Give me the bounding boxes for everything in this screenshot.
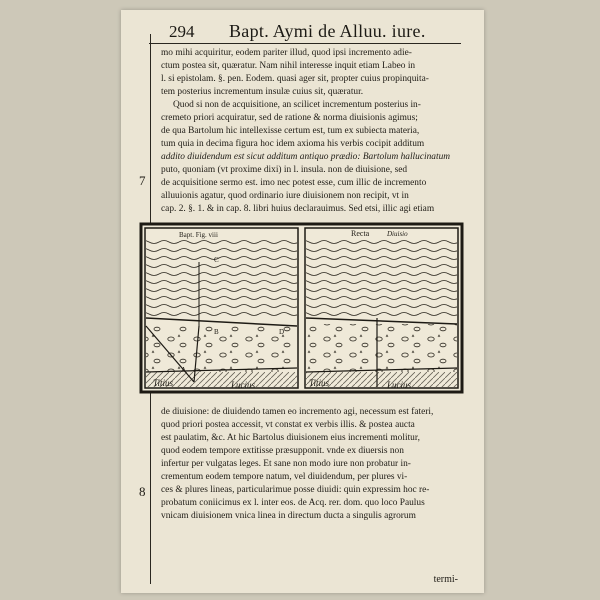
text-line: de diuisione: de diuidendo tamen eo incremento agi, necessum est fateri,	[161, 407, 434, 417]
text-line: ctum postea sit, quæratur. Nam nihil interesse inquit etiam Labeo in	[161, 61, 416, 71]
text-line: Quod si non de acquisitione, an scilicet incrementum posterius in-	[173, 100, 421, 110]
river-waves-right	[306, 240, 457, 318]
text-line: quod priori postea accessit, vt constat ex verbis illis. & postea aucta	[161, 420, 415, 430]
text-line: est paulatim, &c. At hic Bartolus diuisionem eius incrementi molitur,	[161, 433, 420, 443]
text-line: de qua Bartolum hic intellexisse certum est, tum ex subiecta materia,	[161, 126, 420, 136]
label-d: D	[279, 328, 285, 336]
label-c: C	[214, 256, 219, 264]
text-line: alluuionis agatur, quod ordinario iure diuisionem non recipit, vt in	[161, 191, 409, 201]
name-lucius-left: Lucius	[231, 380, 256, 390]
text-line: de acquisitione sermo est. imo nec potest esse, cum illic de incremento	[161, 178, 427, 188]
name-titius-left: Titius	[153, 378, 174, 388]
catchword: termi-	[433, 574, 458, 585]
text-line: cremeto priori acquiratur, sed de ratione & norma diuisionis agimus;	[161, 113, 418, 123]
woodcut-figure	[139, 222, 464, 394]
header-rule	[149, 43, 461, 44]
alluvion-left	[146, 326, 297, 372]
margin-number: 7	[139, 173, 146, 188]
book-page	[121, 10, 484, 593]
page-number: 294	[169, 22, 195, 41]
text-line: cap. 2. §. 1. & in cap. 8. libri huius declarauimus. Sed etsi, illic agi etiam	[161, 204, 435, 214]
label-a: A	[181, 366, 187, 374]
alluvion-right	[306, 324, 457, 372]
text-line: infertur per vulgatas leges. Et sane non modo iure non probatur in-	[161, 459, 411, 469]
figure-subtitle-right: Diuisio	[387, 230, 408, 238]
label-b: B	[214, 328, 219, 336]
right-panel	[305, 228, 458, 388]
name-lucius-right: Lucius	[387, 380, 412, 390]
river-waves-left	[146, 240, 297, 318]
text-line: mo mihi acquiritur, eodem pariter illud, quod ipsi incremento adie-	[161, 48, 412, 58]
text-line: ces & plures lineas, particularimue posse diuidi: quin expressim hoc re-	[161, 485, 430, 495]
text-line: probatum coniicimus ex l. inter eos. de Acq. rer. dom. quo loco Paulus	[161, 498, 425, 508]
running-title: Bapt. Aymi de Alluu. iure.	[229, 21, 426, 41]
text-line: vnicam diuisionem vnica linea in directum ducta a singulis agrorum	[161, 511, 416, 521]
figure-title-right: Recta	[351, 229, 370, 238]
text-line: tum quia in decima figura hoc idem axioma his verbis cocipit additum	[161, 139, 425, 149]
name-titius-right: Titius	[309, 378, 330, 388]
text-line: l. si epistolam. §. pen. Eodem. quasi ager sit, propter cuius propinquita-	[161, 74, 429, 84]
text-line: addito diuidendum est sicut additum antiquo prædio: Bartolum hallucinatum	[161, 152, 451, 162]
margin-number: 8	[139, 484, 146, 499]
left-panel	[145, 228, 298, 388]
text-line: crementum eodem tempore natum, vel diuidendum, per plures vi-	[161, 472, 408, 482]
text-line: puto, quoniam (vt proxime dixi) in l. insula. non de diuisione, sed	[161, 165, 408, 175]
figure-title-left: Bapt. Fig. viii	[179, 231, 218, 239]
text-line: tem posterius incrementum insulæ cuius sit, quæratur.	[161, 87, 364, 97]
text-line: quod eodem tempore extitisse præsupponit. vnde ex diuersis non	[161, 446, 404, 456]
